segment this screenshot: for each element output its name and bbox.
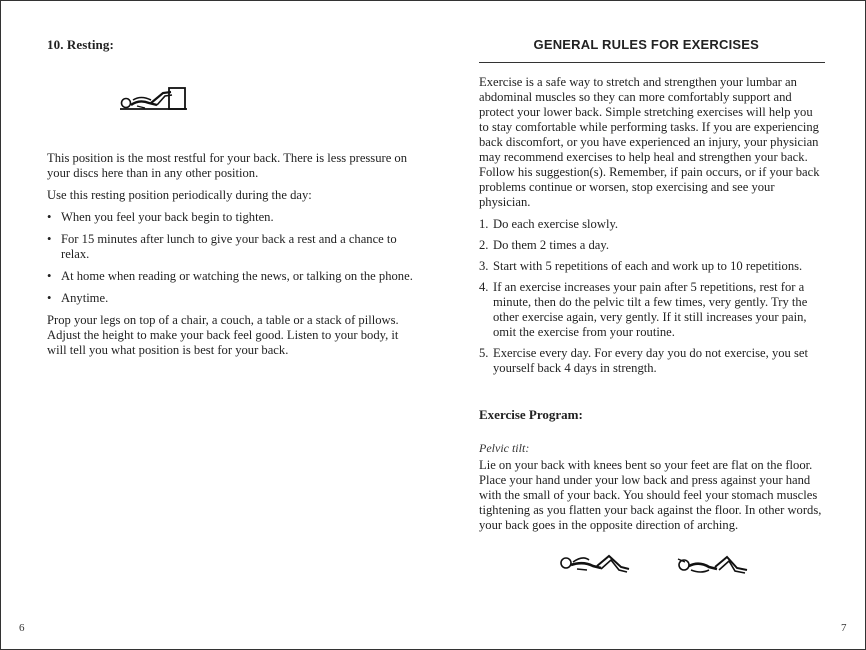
resting-paragraph: This position is the most restful for your back. There is less pressure on your discs here than in any other position. bbox=[47, 151, 408, 180]
list-number: 4. bbox=[479, 280, 489, 294]
pelvic-tilt-figure-1-icon bbox=[557, 551, 631, 577]
section-title: 10. Resting: bbox=[47, 37, 114, 52]
list-item-text: For 15 minutes after lunch to give your back a rest and a chance to relax. bbox=[61, 232, 397, 261]
rules-text bbox=[479, 75, 825, 382]
page-number: 7 bbox=[841, 622, 847, 634]
list-item bbox=[479, 259, 825, 274]
bullet-mark: • bbox=[47, 291, 52, 305]
pelvic-tilt-text: Lie on your back with knees bent so your feet are flat on the floor. Place your hand under your low back and press against your hand with the small of your back. You should feel your stomach muscles tightening as you flatten your back against the floor. In other words, your back goes in the opposite direction of arching. bbox=[479, 458, 822, 532]
pelvic-tilt-section bbox=[479, 441, 825, 533]
resting-paragraph: Prop your legs on top of a chair, a couch, a table or a stack of pillows. Adjust the height to make your back feel good. Listen to your body, it will tell you what position is best for your back. bbox=[47, 313, 399, 357]
list-item-text: Anytime. bbox=[61, 291, 109, 305]
list-item-text: At home when reading or watching the news, or talking on the phone. bbox=[61, 269, 413, 283]
list-item bbox=[479, 238, 825, 253]
list-item-text: If an exercise increases your pain after 5 repetitions, rest for a minute, then do the pelvic tilt a few times, very gently. Try the other exercise again, very gently. If it still increases your pain, omit the exercise from your routine. bbox=[493, 280, 808, 339]
list-item-text: Do each exercise slowly. bbox=[493, 217, 619, 231]
resting-text bbox=[47, 151, 417, 365]
list-item bbox=[47, 232, 417, 262]
page-title: GENERAL RULES FOR EXERCISES bbox=[533, 37, 759, 52]
resting-paragraph: Use this resting position periodically during the day: bbox=[47, 188, 312, 202]
resting-bullet-list bbox=[47, 210, 417, 306]
pelvic-tilt-figure-2-icon bbox=[675, 553, 749, 577]
list-item bbox=[47, 291, 417, 306]
title-divider bbox=[479, 62, 825, 63]
list-item bbox=[479, 280, 825, 340]
bullet-mark: • bbox=[47, 269, 52, 283]
intro-paragraph: Exercise is a safe way to stretch and strengthen your lumbar an abdominal muscles so they can more comfortably support and protect your lower back. Simple stretching exercises will help you to stay comfortable while performing tasks. If you are experiencing back discomfort, or you have experienced an injury, your physician may recommend exercises to help heal and strengthen your back. Follow his suggestion(s). Remember, if pain occurs, or if your back problems continue or worsen, stop exercising and see your physician. bbox=[479, 75, 820, 209]
list-item bbox=[479, 217, 825, 232]
bullet-mark: • bbox=[47, 210, 52, 224]
resting-figure-icon bbox=[117, 85, 189, 113]
pelvic-tilt-subtitle: Pelvic tilt: bbox=[479, 441, 530, 455]
list-item-text: When you feel your back begin to tighten. bbox=[61, 210, 274, 224]
list-item bbox=[479, 346, 825, 376]
list-item-text: Exercise every day. For every day you do not exercise, you set yourself back 4 days in strength. bbox=[493, 346, 808, 375]
list-item-text: Do them 2 times a day. bbox=[493, 238, 609, 252]
program-title: Exercise Program: bbox=[479, 407, 583, 422]
list-item-text: Start with 5 repetitions of each and work up to 10 repetitions. bbox=[493, 259, 803, 273]
list-number: 2. bbox=[479, 238, 489, 252]
rules-list bbox=[479, 217, 825, 376]
list-item bbox=[47, 269, 417, 284]
list-number: 3. bbox=[479, 259, 489, 273]
bullet-mark: • bbox=[47, 232, 52, 246]
left-page bbox=[1, 1, 433, 649]
list-number: 5. bbox=[479, 346, 489, 360]
list-number: 1. bbox=[479, 217, 489, 231]
list-item bbox=[47, 210, 417, 225]
page-number: 6 bbox=[19, 622, 25, 634]
